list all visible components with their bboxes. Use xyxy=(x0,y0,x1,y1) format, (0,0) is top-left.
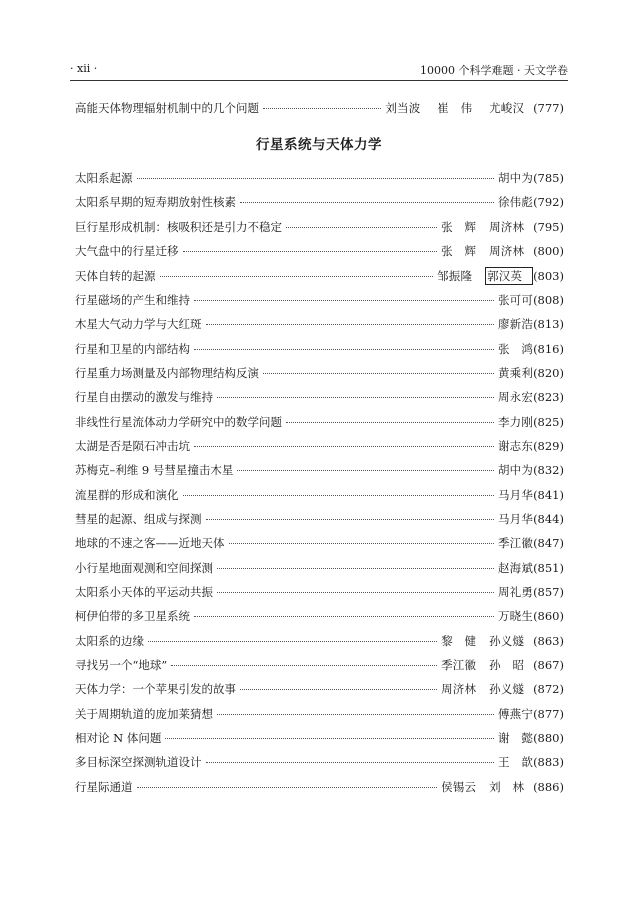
entry-page: (883) xyxy=(533,755,564,770)
toc-entry[interactable] xyxy=(75,487,564,507)
running-header xyxy=(70,58,568,78)
entry-title: 木星大气动力学与大红斑 xyxy=(75,317,202,332)
entry-authors xyxy=(498,584,533,600)
leader-dots xyxy=(160,276,434,277)
leader-dots xyxy=(137,178,494,179)
entry-page: (886) xyxy=(533,779,564,794)
entry-title: 地球的不速之客——近地天体 xyxy=(75,536,225,551)
leader-dots xyxy=(194,349,494,350)
entry-authors xyxy=(498,170,533,186)
author-name: 周济林 xyxy=(441,682,477,697)
author-name: 张 辉 xyxy=(441,219,477,234)
entry-page: (813) xyxy=(533,317,564,332)
entry-page: (795) xyxy=(533,219,564,234)
author-name: 徐伟彪 xyxy=(497,195,534,210)
leader-dots xyxy=(194,300,494,301)
author-name: 侯锡云 xyxy=(441,779,477,794)
leader-dots xyxy=(229,543,494,544)
leader-dots xyxy=(148,641,437,642)
entry-page: (825) xyxy=(533,414,564,429)
entry-title: 寻找另一个“地球” xyxy=(75,658,168,672)
leader-dots xyxy=(183,251,438,252)
author-name: 尤峻汉 xyxy=(489,101,525,115)
entry-authors xyxy=(498,341,533,357)
entry-authors xyxy=(498,462,533,478)
entry-title: 柯伊伯带的多卫星系统 xyxy=(75,609,190,624)
toc-entry[interactable] xyxy=(75,219,564,239)
entry-authors xyxy=(441,219,533,235)
leader-dots xyxy=(206,324,494,325)
toc-entry[interactable] xyxy=(75,681,564,701)
entry-authors xyxy=(498,706,533,722)
book-title: 10000 个科学难题 · 天文学卷 xyxy=(420,64,568,77)
leader-dots xyxy=(263,108,381,109)
author-name: 郭汉英 xyxy=(485,267,533,285)
leader-dots xyxy=(137,787,438,788)
toc-entry[interactable] xyxy=(75,779,564,799)
entry-authors xyxy=(441,681,533,697)
entry-title: 小行星地面观测和空间探测 xyxy=(75,560,213,575)
entry-authors xyxy=(385,100,533,116)
entry-authors xyxy=(498,754,533,770)
entry-title: 行星和卫星的内部结构 xyxy=(75,341,190,356)
toc-entry[interactable] xyxy=(75,584,564,604)
author-name: 黄乘利 xyxy=(497,365,534,380)
page-number: · xii · xyxy=(70,62,98,75)
author-name: 季江徽 xyxy=(441,658,477,672)
entry-title: 巨行星形成机制：核吸积还是引力不稳定 xyxy=(75,219,282,234)
entry-page: (820) xyxy=(533,365,564,380)
leader-dots xyxy=(194,446,494,447)
entry-authors xyxy=(498,194,533,210)
toc-entry[interactable] xyxy=(75,754,564,774)
entry-page: (877) xyxy=(533,706,564,721)
leader-dots xyxy=(217,592,494,593)
entry-authors xyxy=(498,292,533,308)
entry-page: (847) xyxy=(533,536,564,551)
toc-entry[interactable] xyxy=(75,389,564,409)
author-name: 孙 昭 xyxy=(489,658,525,672)
entry-page: (880) xyxy=(533,731,564,746)
toc-entry[interactable] xyxy=(75,730,564,750)
author-name: 孙义燧 xyxy=(489,682,525,697)
entry-page: (860) xyxy=(533,609,564,624)
leader-dots xyxy=(240,689,437,690)
entry-page: (829) xyxy=(533,438,564,453)
author-name: 胡中为 xyxy=(497,171,534,185)
author-name: 张 辉 xyxy=(441,244,477,259)
entry-page: (816) xyxy=(533,341,564,356)
author-name: 万晓生 xyxy=(497,609,534,624)
entry-page: (823) xyxy=(533,390,564,405)
entry-page: (872) xyxy=(533,682,564,697)
entry-title: 太湖是否是陨石冲击坑 xyxy=(75,438,190,453)
entry-authors xyxy=(498,730,533,746)
author-name: 赵海斌 xyxy=(497,560,534,575)
entry-authors xyxy=(498,511,533,527)
leader-dots xyxy=(206,762,494,763)
entry-page: (841) xyxy=(533,487,564,502)
leader-dots xyxy=(217,397,494,398)
entry-page: (863) xyxy=(533,633,564,648)
entry-title: 行星自由摆动的激发与维持 xyxy=(75,390,213,405)
entry-title: 太阳系起源 xyxy=(75,171,133,185)
toc-entry[interactable] xyxy=(75,365,564,385)
entry-title: 彗星的起源、组成与探测 xyxy=(75,511,202,526)
entry-title: 流星群的形成和演化 xyxy=(75,487,179,502)
entry-title: 行星际通道 xyxy=(75,779,133,794)
toc-entry[interactable] xyxy=(75,341,564,361)
entry-authors xyxy=(498,560,533,576)
entry-page: (792) xyxy=(533,195,564,210)
leader-dots xyxy=(217,714,494,715)
entry-title: 大气盘中的行星迁移 xyxy=(75,244,179,259)
entry-authors xyxy=(498,535,533,551)
toc-entry[interactable] xyxy=(75,100,564,120)
entry-title: 高能天体物理辐射机制中的几个问题 xyxy=(75,101,259,115)
section-title: 行星系统与天体力学 xyxy=(256,137,382,153)
entry-page: (785) xyxy=(533,171,564,185)
toc-entry[interactable] xyxy=(75,511,564,531)
entry-authors xyxy=(441,779,533,795)
entry-title: 天体自转的起源 xyxy=(75,269,156,284)
entry-page: (800) xyxy=(533,244,564,259)
leader-dots xyxy=(263,373,494,374)
entry-page: (867) xyxy=(533,658,564,672)
entry-authors xyxy=(498,414,533,430)
entry-authors xyxy=(498,316,533,332)
entry-title: 太阳系的边缘 xyxy=(75,633,144,648)
author-name: 傅燕宁 xyxy=(497,706,534,721)
author-name: 谢 懿 xyxy=(497,731,534,746)
entry-title: 太阳系早期的短寿期放射性核素 xyxy=(75,195,236,210)
entry-authors xyxy=(498,608,533,624)
toc-entry[interactable] xyxy=(75,657,564,677)
entry-title: 多目标深空探测轨道设计 xyxy=(75,755,202,770)
toc-entry[interactable] xyxy=(75,438,564,458)
author-name: 马月华 xyxy=(497,511,534,526)
entry-page: (808) xyxy=(533,292,564,307)
author-name: 马月华 xyxy=(497,487,534,502)
entry-authors xyxy=(498,487,533,503)
toc-entry[interactable] xyxy=(75,194,564,214)
entry-authors xyxy=(498,389,533,405)
author-name: 胡中为 xyxy=(497,463,534,478)
entry-title: 行星磁场的产生和维持 xyxy=(75,292,190,307)
author-name: 孙义燧 xyxy=(489,633,525,648)
author-name: 黎 健 xyxy=(441,633,477,648)
toc-entry[interactable] xyxy=(75,535,564,555)
toc-entry[interactable] xyxy=(75,243,564,263)
entry-authors xyxy=(498,365,533,381)
toc-entry[interactable] xyxy=(75,170,564,190)
entry-page: (777) xyxy=(533,101,564,115)
header-rule xyxy=(70,80,568,81)
toc-entry[interactable] xyxy=(75,462,564,482)
entry-authors xyxy=(441,633,533,649)
entry-title: 非线性行星流体动力学研究中的数学问题 xyxy=(75,414,282,429)
toc-entry[interactable] xyxy=(75,608,564,628)
author-name: 刘 林 xyxy=(489,779,525,794)
entry-authors xyxy=(437,267,533,285)
leader-dots xyxy=(240,202,494,203)
entry-page: (851) xyxy=(533,560,564,575)
author-name: 张 鸿 xyxy=(497,341,534,356)
author-name: 廖新浩 xyxy=(497,317,534,332)
leader-dots xyxy=(217,568,494,569)
author-name: 周济林 xyxy=(489,244,525,259)
author-name: 李力刚 xyxy=(497,414,534,429)
entry-page: (857) xyxy=(533,585,564,599)
author-name: 王 歆 xyxy=(497,755,534,770)
author-name: 季江徽 xyxy=(497,536,534,551)
toc-entry[interactable] xyxy=(75,706,564,726)
entry-authors xyxy=(498,438,533,454)
leader-dots xyxy=(183,495,494,496)
author-name: 邹振隆 xyxy=(437,269,473,284)
toc-entry[interactable] xyxy=(75,414,564,434)
author-name: 周永宏 xyxy=(497,390,534,405)
entry-title: 相对论 N 体问题 xyxy=(75,731,162,746)
toc-entry[interactable] xyxy=(75,560,564,580)
leader-dots xyxy=(237,470,494,471)
leader-dots xyxy=(206,519,494,520)
author-name: 崔 伟 xyxy=(437,101,473,115)
author-name: 周济林 xyxy=(489,219,525,234)
author-name: 刘当波 xyxy=(385,101,421,115)
leader-dots xyxy=(286,227,437,228)
toc-entry[interactable] xyxy=(75,633,564,653)
leader-dots xyxy=(194,616,494,617)
toc-entry[interactable] xyxy=(75,316,564,336)
author-name: 张可可 xyxy=(497,292,534,307)
entry-page: (803) xyxy=(533,269,564,284)
entry-title: 天体力学：一个苹果引发的故事 xyxy=(75,682,236,697)
entry-page: (832) xyxy=(533,463,564,478)
author-name: 周礼勇 xyxy=(497,585,534,599)
entry-page: (844) xyxy=(533,511,564,526)
toc-entry[interactable] xyxy=(75,292,564,312)
entry-authors xyxy=(441,657,533,673)
entry-authors xyxy=(441,243,533,259)
author-name: 谢志东 xyxy=(497,438,534,453)
entry-title: 苏梅克–利维 9 号彗星撞击木星 xyxy=(75,463,234,478)
leader-dots xyxy=(171,665,437,666)
toc-entry[interactable] xyxy=(75,267,564,287)
entry-title: 行星重力场测量及内部物理结构反演 xyxy=(75,365,259,380)
entry-title: 关于周期轨道的庞加莱猜想 xyxy=(75,706,213,721)
entry-title: 太阳系小天体的平运动共振 xyxy=(75,585,213,599)
leader-dots xyxy=(286,422,494,423)
leader-dots xyxy=(165,738,494,739)
